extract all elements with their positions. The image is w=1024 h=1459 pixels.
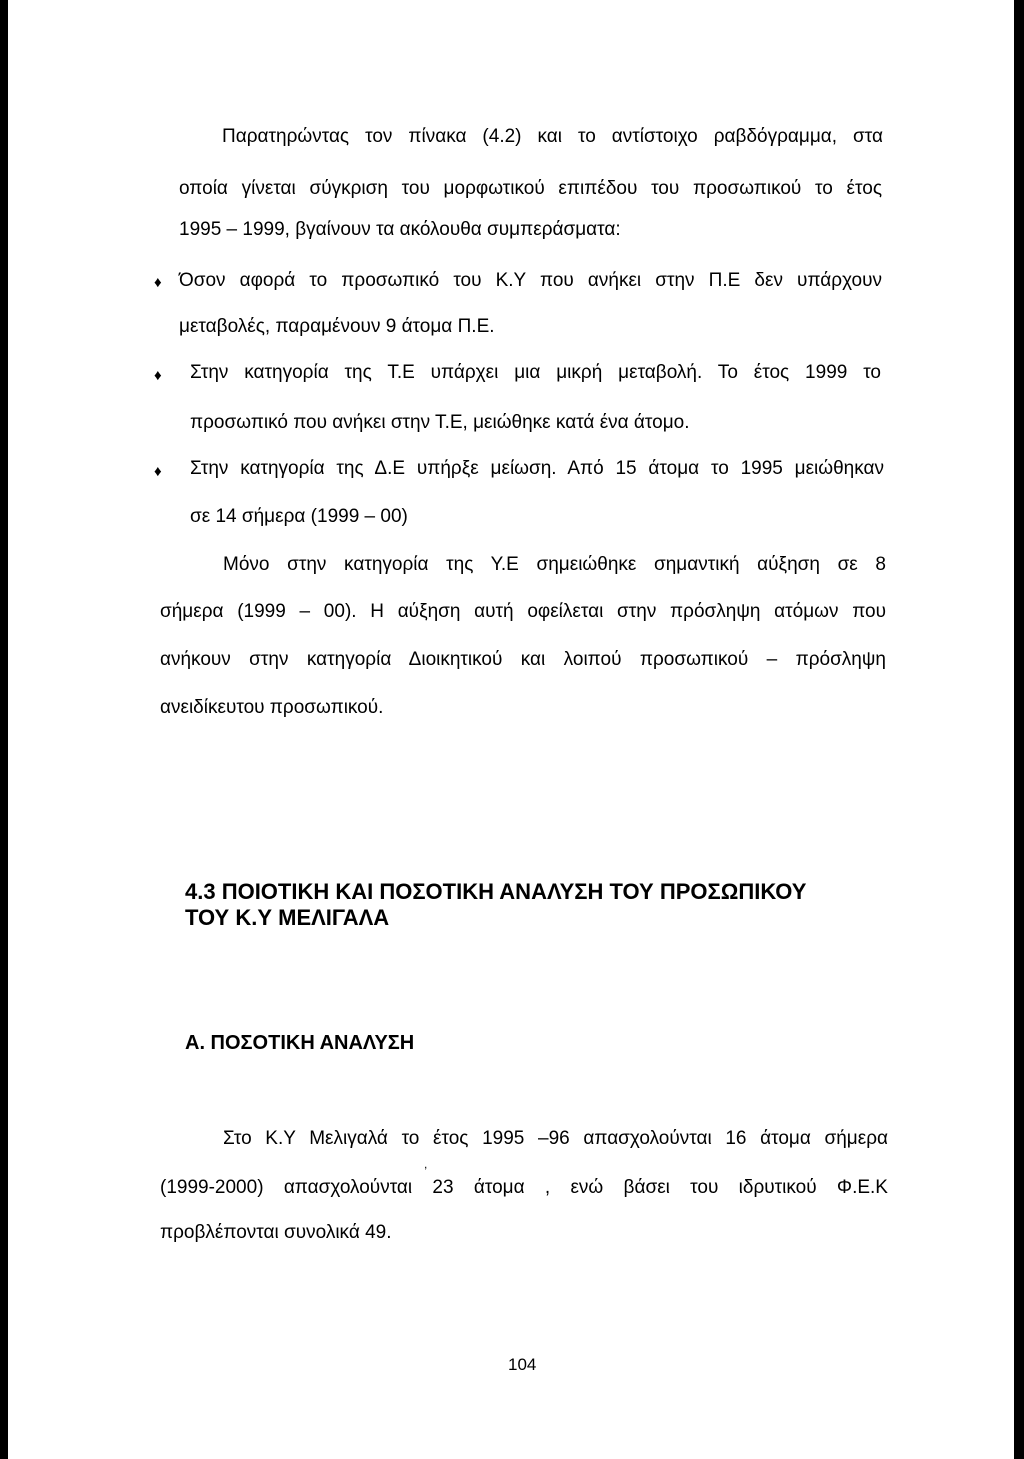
section-heading-line-2: ΤΟΥ Κ.Υ ΜΕΛΙΓΑΛΑ [185,905,390,930]
bullet-icon: ♦ [154,367,162,384]
bullet-2-line-1: Στην κατηγορία της Τ.Ε υπάρχει μια μικρή μεταβολή. Το έτος 1999 το [190,362,881,383]
final-paragraph-line-2: (1999-2000) απασχολούνται 23 άτομα , ενώ βάσει του ιδρυτικού Φ.Ε.Κ [160,1177,888,1198]
ye-paragraph-line-1: Μόνο στην κατηγορία της Υ.Ε σημειώθηκε σημαντική αύξηση σε 8 [223,554,886,575]
ye-paragraph-line-3: ανήκουν στην κατηγορία Διοικητικού και λοιπού προσωπικού – πρόσληψη [160,649,886,670]
section-heading-line-1: 4.3 ΠΟΙΟΤΙΚΗ ΚΑΙ ΠΟΣΟΤΙΚΗ ΑΝΑΛΥΣΗ ΤΟΥ ΠΡΟΣΩΠΙΚΟΥ [185,879,807,904]
bullet-2-line-2: προσωπικό που ανήκει στην Τ.Ε, μειώθηκε κατά ένα άτομο. [190,412,690,433]
document-page [8,0,1014,1459]
ye-paragraph-line-2: σήμερα (1999 – 00). Η αύξηση αυτή οφείλεται στην πρόσληψη ατόμων που [160,601,886,622]
page-number: 104 [508,1355,537,1374]
bullet-1-line-1: Όσον αφορά το προσωπικό του Κ.Υ που ανήκει στην Π.Ε δεν υπάρχουν [179,270,882,291]
bullet-3-line-2: σε 14 σήμερα (1999 – 00) [190,506,408,527]
final-paragraph-line-1: Στο Κ.Υ Μελιγαλά το έτος 1995 –96 απασχολούνται 16 άτομα σήμερα [223,1128,888,1149]
scan-mark: , [424,1157,428,1171]
intro-line-3: 1995 – 1999, βγαίνουν τα ακόλουθα συμπεράσματα: [179,219,621,240]
subheading: Α. ΠΟΣΟΤΙΚΗ ΑΝΑΛΥΣΗ [185,1032,415,1054]
bullet-icon: ♦ [154,274,162,291]
intro-line-2: οποία γίνεται σύγκριση του μορφωτικού επιπέδου του προσωπικού το έτος [179,178,882,199]
bullet-icon: ♦ [154,463,162,480]
bullet-3-line-1: Στην κατηγορία της Δ.Ε υπήρξε μείωση. Από 15 άτομα το 1995 μειώθηκαν [190,458,884,479]
final-paragraph-line-3: προβλέπονται συνολικά 49. [160,1222,392,1243]
bullet-1-line-2: μεταβολές, παραμένουν 9 άτομα Π.Ε. [179,316,495,337]
ye-paragraph-line-4: ανειδίκευτου προσωπικού. [160,697,384,718]
intro-line-1: Παρατηρώντας τον πίνακα (4.2) και το αντίστοιχο ραβδόγραμμα, στα [222,126,883,147]
